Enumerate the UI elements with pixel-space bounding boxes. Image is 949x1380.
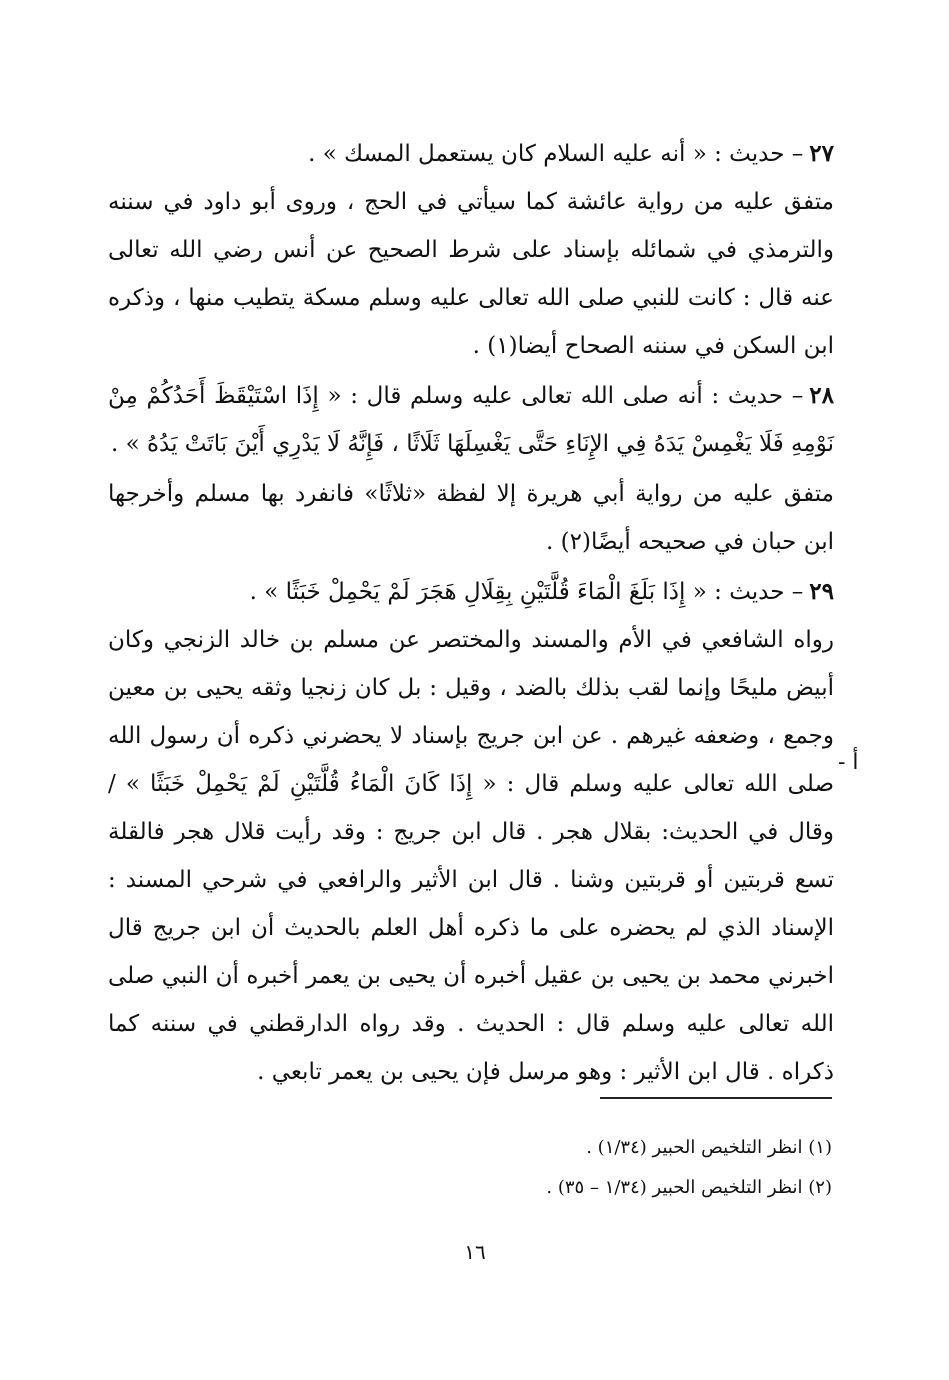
margin-note: أ - [838, 750, 859, 775]
hadith-27 [108, 130, 834, 178]
hadith-number: ٢٩ [809, 578, 834, 605]
footnote-divider [600, 1097, 832, 1099]
footnotes [300, 1128, 832, 1208]
hadith-text: – حديث : « أنه عليه السلام كان يستعمل المسك » . [308, 141, 804, 167]
hadith-28 [108, 372, 834, 468]
footnote-2: (٢) انظر التلخيص الحبير (١/٣٤ – ٣٥) . [546, 1177, 832, 1198]
hadith-number: ٢٨ [809, 382, 834, 409]
footnote-1: (١) انظر التلخيص الحبير (١/٣٤) . [586, 1137, 832, 1158]
hadith-number: ٢٧ [809, 140, 834, 167]
commentary-29: رواه الشافعي في الأم والمسند والمختصر عن مسلم بن خالد الزنجي وكان أبيض مليحًا وإنما لقب بذلك بالضد ، وقيل : بل كان زنجيا وثقه يحيى بن معين وجمع ، وضعفه غيرهم . عن ابن جريج بإسناد لا يحضرني ذكره أن رسول الله صلى الله تعالى عليه وسلم قال : « إِذَا كَانَ الْمَاءُ قُلَّتَيْنِ لَمْ يَحْمِلْ خَبَثًا » / وقال في الحديث: بقلال هجر . قال ابن جريج : وقد رأيت قلال هجر فالقلة تسع قربتين أو قربتين وشنا . قال ابن الأثير والرافعي في شرحي المسند : الإسناد الذي لم يحضره على ما ذكره أهل العلم بالحديث أن ابن جريج قال اخبرني محمد بن يحيى بن عقيل أخبره أن يحيى بن يعمر أخبره أن النبي صلى الله تعالى عليه وسلم قال : الحديث . وقد رواه الدارقطني في سننه كما ذكراه . قال ابن الأثير : وهو مرسل فإن يحيى بن يعمر تابعي . [108, 627, 834, 1085]
hadith-29 [108, 568, 834, 616]
page-number: ١٦ [464, 1240, 486, 1264]
commentary-28: متفق عليه من رواية أبي هريرة إلا لفظة «ثلاثًا» فانفرد بها مسلم وأخرجها ابن حبان في صحيحه أيضًا(٢) . [108, 481, 834, 555]
hadith-text: – حديث : أنه صلى الله تعالى عليه وسلم قال : « إِذَا اسْتَيْقَظَ أَحَدُكُمْ مِنْ نَوْمِهِ فَلَا يَغْمِسْ يَدَهُ فِي الإِنَاءِ حَتَّى يَغْسِلَهَا ثَلَاثًا ، فَإِنَّهُ لَا يَدْرِي أَيْنَ بَاتَتْ يَدُهُ » . [108, 383, 834, 457]
commentary-27: متفق عليه من رواية عائشة كما سيأتي في الحج ، وروى أبو داود في سننه والترمذي في شمائله بإسناد على شرط الصحيح عن أنس رضي الله تعالى عنه قال : كانت للنبي صلى الله تعالى عليه وسلم مسكة يتطيب منها ، وذكره ابن السكن في سننه الصحاح أيضا(١) . [108, 189, 834, 359]
page-body [108, 130, 834, 1096]
hadith-text: – حديث : « إِذَا بَلَغَ الْمَاءَ قُلَّتَيْنِ بِقِلَالِ هَجَرَ لَمْ يَحْمِلْ خَبَثًا » . [249, 579, 804, 605]
